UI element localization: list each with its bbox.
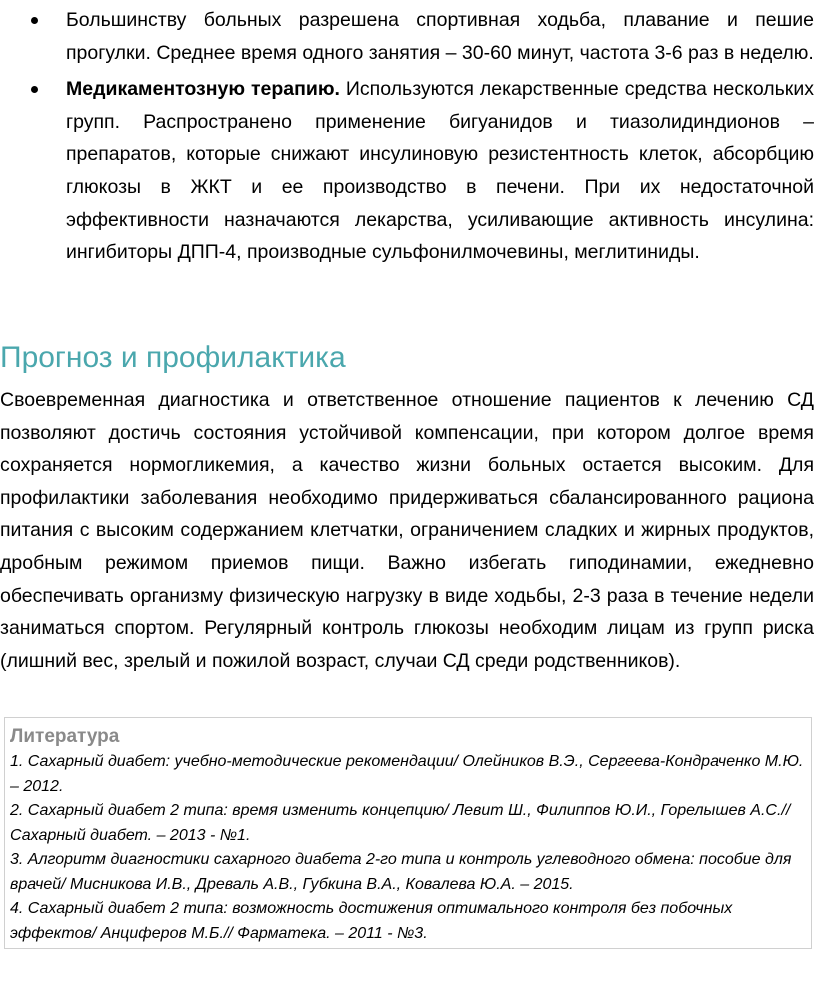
bullet-item-medication [0, 73, 816, 269]
literature-list [10, 750, 807, 946]
literature-title: Литература [10, 726, 120, 747]
literature-item: 3. Алгоритм диагностики сахарного диабета 2-го типа и контроль углеводного обмена: пособие для врачей/ Мисникова И.В., Древаль А.В., Губкина В.А., Ковалева Ю.А. – 2015. [10, 851, 792, 893]
bullet-text: Большинству больных разрешена спортивная ходьба, плавание и пешие прогулки. Среднее время одного занятия – 30-60 минут, частота 3-6 раз в неделю. [66, 9, 814, 64]
bullet-item-exercise [0, 4, 816, 69]
section-body-paragraph: Своевременная диагностика и ответственное отношение пациентов к лечению СД позволяют достичь состояния устойчивой компенсации, при котором долгое время сохраняется нормогликемия, а качество жизни больных остается высоким. Для профилактики заболевания необходимо придерживаться сбалансированного рациона питания с высоким содержанием клетчатки, ограничением сладких и жирных продуктов, дробным режимом приемов пищи. Важно избегать гиподинамии, ежедневно обеспечивать организму физическую нагрузку в виде ходьбы, 2-3 раза в течение недели заниматься спортом. Регулярный контроль глюкозы необходим лицам из групп риска (лишний вес, зрелый и пожилой возраст, случаи СД среди родственников). [0, 389, 814, 672]
literature-item: 4. Сахарный диабет 2 типа: возможность достижения оптимального контроля без побочных эффектов/ Анциферов М.Б.// Фарматека. – 2011 - №3. [10, 900, 733, 942]
bullet-dot-icon [31, 17, 38, 24]
section-heading: Прогноз и профилактика [0, 341, 346, 374]
bullet-dot-icon [31, 86, 38, 93]
treatment-bullet-list [0, 4, 816, 273]
bullet-bold-lead: Медикаментозную терапию. [66, 78, 340, 101]
literature-item: 2. Сахарный диабет 2 типа: время изменить концепцию/ Левит Ш., Филиппов Ю.И., Горелышев А.С.// Сахарный диабет. – 2013 - №1. [10, 802, 791, 844]
literature-item: 1. Сахарный диабет: учебно-методические рекомендации/ Олейников В.Э., Сергеева-Кондраченко М.Ю. – 2012. [10, 753, 804, 795]
literature-box [4, 717, 812, 949]
bullet-text: Используются лекарственные средства нескольких групп. Распространено применение бигуанидов и тиазолидиндионов – препаратов, которые снижают инсулиновую резистентность клеток, абсорбцию глюкозы в ЖКТ и ее производство в печени. При их недостаточной эффективности назначаются лекарства, усиливающие активность инсулина: ингибиторы ДПП-4, производные сульфонилмочевины, меглитиниды. [66, 78, 814, 264]
